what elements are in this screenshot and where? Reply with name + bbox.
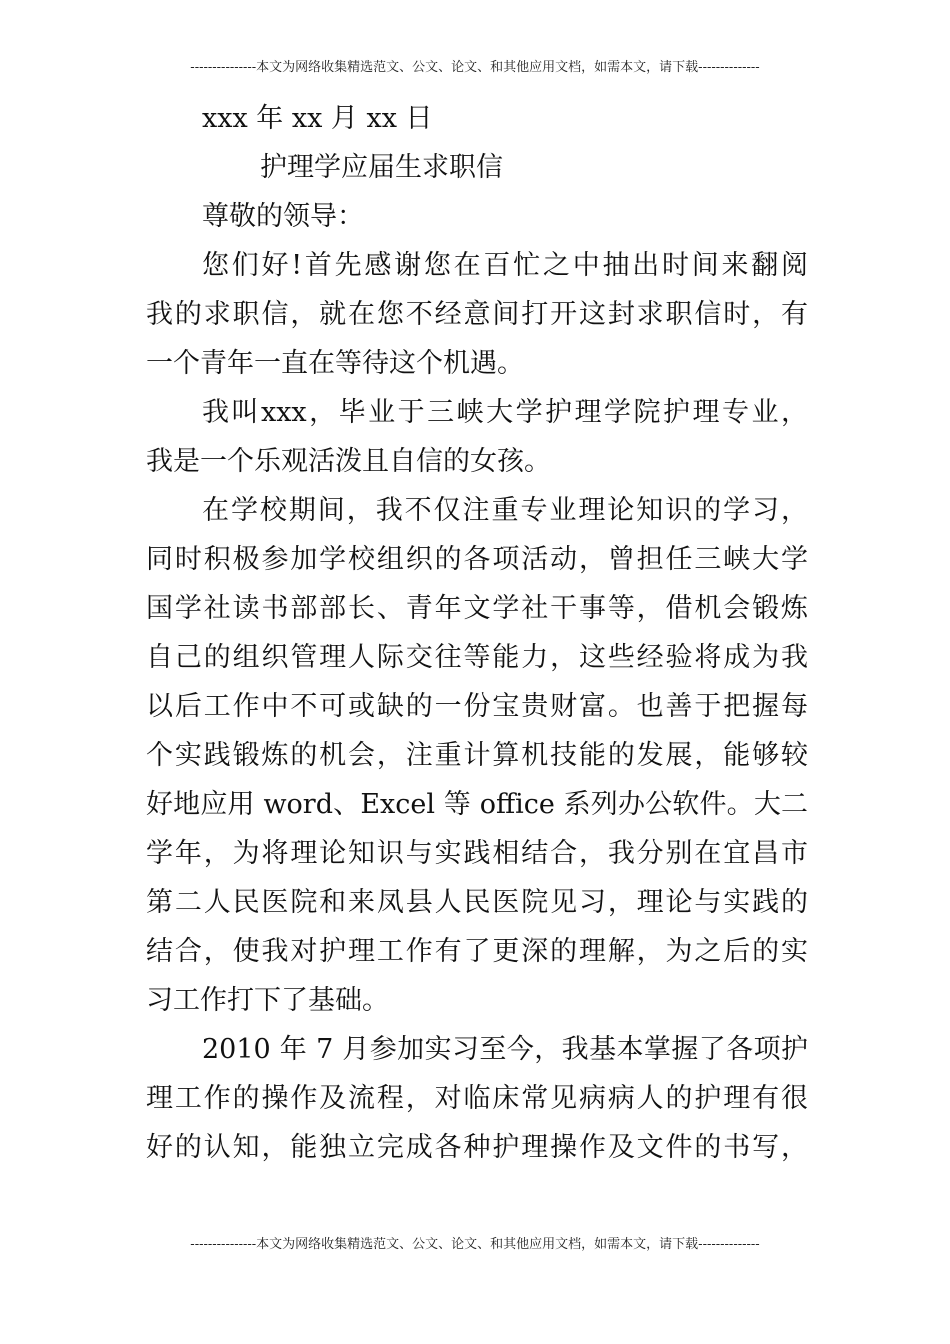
paragraph-line: 国学社读书部部长、青年文学社干事等，借机会锻炼 — [146, 593, 808, 624]
salutation: 尊敬的领导： — [202, 201, 364, 232]
document-title: 护理学应届生求职信 — [260, 152, 503, 183]
paragraph-line: 自己的组织管理人际交往等能力，这些经验将成为我 — [146, 642, 808, 673]
paragraph-line: 习工作打下了基础。 — [146, 985, 389, 1016]
paragraph-line: 个实践锻炼的机会，注重计算机技能的发展，能够较 — [146, 740, 808, 771]
paragraph-line: 一个青年一直在等待这个机遇。 — [146, 348, 524, 379]
paragraph-line: 结合，使我对护理工作有了更深的理解，为之后的实 — [146, 936, 808, 967]
paragraph-4 — [146, 1025, 808, 1172]
paragraph-line: 我的求职信，就在您不经意间打开这封求职信时，有 — [146, 299, 808, 330]
paragraph-line: 我是一个乐观活泼且自信的女孩。 — [146, 446, 551, 477]
header-banner: ---------------本文为网络收集精选范文、公文、论文、和其他应用文档，如需本文，请下载-------------- — [190, 60, 760, 75]
paragraph-line: 同时积极参加学校组织的各项活动，曾担任三峡大学 — [146, 544, 808, 575]
footer-banner: ---------------本文为网络收集精选范文、公文、论文、和其他应用文档，如需本文，请下载-------------- — [190, 1237, 760, 1252]
paragraph-line: 您们好!首先感谢您在百忙之中抽出时间来翻阅 — [202, 250, 808, 281]
paragraph-line: 我叫xxx，毕业于三峡大学护理学院护理专业， — [202, 397, 808, 428]
document-date: xxx 年 xx 月 xx 日 — [202, 103, 433, 134]
paragraph-line: 在学校期间，我不仅注重专业理论知识的学习， — [202, 495, 808, 526]
paragraph-1 — [146, 241, 808, 388]
paragraph-line: 好地应用 word、Excel 等 office 系列办公软件。大二 — [146, 789, 808, 820]
paragraph-3 — [146, 486, 808, 1025]
paragraph-line: 理工作的操作及流程，对临床常见病病人的护理有很 — [146, 1083, 808, 1114]
paragraph-line: 第二人民医院和来凤县人民医院见习，理论与实践的 — [146, 887, 808, 918]
paragraph-line: 2010 年 7 月参加实习至今，我基本掌握了各项护 — [202, 1034, 808, 1065]
paragraph-line: 学年，为将理论知识与实践相结合，我分别在宜昌市 — [146, 838, 808, 869]
paragraph-line: 以后工作中不可或缺的一份宝贵财富。也善于把握每 — [146, 691, 808, 722]
paragraph-line: 好的认知，能独立完成各种护理操作及文件的书写， — [146, 1132, 808, 1163]
paragraph-2 — [146, 388, 808, 486]
document-body — [146, 94, 808, 1172]
